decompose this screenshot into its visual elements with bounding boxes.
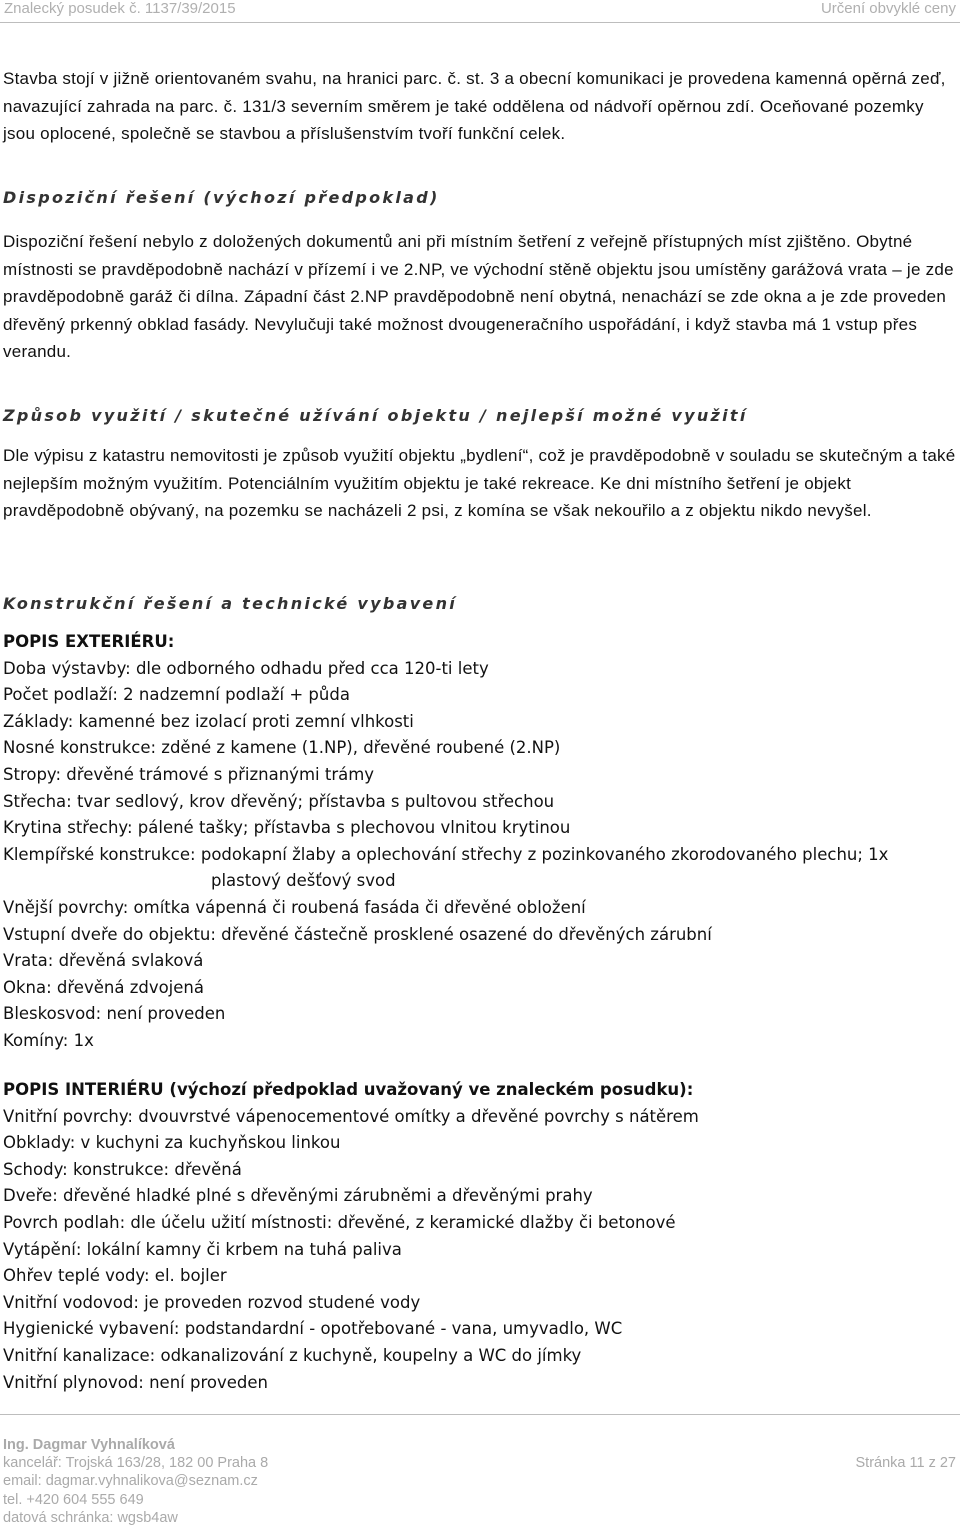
interior-list — [3, 1077, 958, 1396]
list-item-continuation: plastový dešťový svod — [211, 871, 396, 891]
list-item: Hygienické vybavení: podstandardní - opotřebované - vana, umyvadlo, WC — [3, 1319, 623, 1339]
intro-paragraph: Stavba stojí v jižně orientovaném svahu, na hranici parc. č. st. 3 a obecní komunikaci je provedena kamenná opěrná zeď, navazující zahrada na parc. č. 131/3 severním směrem je také oddělena od nádvoří opěrnou zdí. Oceňované pozemky jsou oplocené, společně se stavbou a příslušenstvím tvoří funkční celek. — [3, 69, 946, 143]
author-phone: tel. +420 604 555 649 — [3, 1492, 144, 1508]
list-item: Vrata: dřevěná svlaková — [3, 951, 204, 971]
page-header — [0, 0, 960, 23]
list-item: Vnitřní vodovod: je proveden rozvod studené vody — [3, 1292, 421, 1312]
disposition-paragraph: Dispoziční řešení nebylo z doložených dokumentů ani při místním šetření z veřejně přístupných míst zjištěno. Obytné místnosti se pravděpodobně nachází v přízemí i ve 2.NP, ve východní stěně objektu jsou umístěny garážová vrata – je zde pravděpodobně garáž či dílna. Západní část 2.NP pravděpodobně není obytná, nenachází se zde okna a je zde proveden dřevěný prkenný obklad fasády. Nevylučuji také možnost dvougeneračního uspořádání, i když stavba má 1 vstup přes verandu. — [3, 232, 954, 361]
list-item: Doba výstavby: dle odborného odhadu před cca 120-ti lety — [3, 658, 489, 678]
list-item: Vytápění: lokální kamny či krbem na tuhá paliva — [3, 1239, 402, 1259]
list-item: Klempířské konstrukce: podokapní žlaby a oplechování střechy z pozinkovaného zkorodovaného plechu; 1x — [3, 844, 889, 864]
list-item: Bleskosvod: není proveden — [3, 1004, 226, 1024]
list-item: Krytina střechy: pálené tašky; přístavba s plechovou vlnitou krytinou — [3, 818, 571, 838]
list-item: Počet podlaží: 2 nadzemní podlaží + půda — [3, 685, 350, 705]
header-document-type: Určení obvyklé ceny — [820, 0, 956, 17]
exterior-heading: POPIS EXTERIÉRU: — [3, 632, 175, 651]
list-item: Vstupní dveře do objektu: dřevěné částečně prosklené osazené do dřevěných zárubní — [3, 924, 712, 944]
list-item: Nosné konstrukce: zděné z kamene (1.NP), dřevěné roubené (2.NP) — [3, 738, 561, 758]
list-item: Střecha: tvar sedlový, krov dřevěný; přístavba s pultovou střechou — [3, 791, 555, 811]
section-title-disposition: Dispoziční řešení (výchozí předpoklad) — [3, 188, 440, 207]
list-item: Stropy: dřevěné trámové s přiznanými trámy — [3, 764, 375, 784]
list-item: Obklady: v kuchyni za kuchyňskou linkou — [3, 1133, 341, 1153]
list-item: Základy: kamenné bez izolací proti zemní vlhkosti — [3, 711, 414, 731]
list-item: Komíny: 1x — [3, 1030, 94, 1050]
list-item: Ohřev teplé vody: el. bojler — [3, 1266, 227, 1286]
section-title-construction: Konstrukční řešení a technické vybavení — [3, 594, 458, 613]
author-office: kancelář: Trojská 163/28, 182 00 Praha 8 — [3, 1455, 269, 1471]
list-item: Vnější povrchy: omítka vápenná či roubená fasáda či dřevěné obložení — [3, 897, 586, 917]
list-item: Okna: dřevěná zdvojená — [3, 977, 204, 997]
list-item: Vnitřní povrchy: dvouvrstvé vápenocementové omítky a dřevěné povrchy s nátěrem — [3, 1106, 699, 1126]
header-document-number: Znalecký posudek č. 1137/39/2015 — [4, 0, 236, 17]
list-item: Dveře: dřevěné hladké plné s dřevěnými zárubněmi a dřevěnými prahy — [3, 1186, 593, 1206]
author-name: Ing. Dagmar Vyhnalíková — [3, 1437, 175, 1453]
exterior-list — [3, 629, 958, 1055]
author-email: email: dagmar.vyhnalikova@seznam.cz — [3, 1473, 258, 1489]
list-item: Schody: konstrukce: dřevěná — [3, 1159, 242, 1179]
list-item: Vnitřní kanalizace: odkanalizování z kuchyně, koupelny a WC do jímky — [3, 1345, 582, 1365]
author-databox: datová schránka: wgsb4aw — [3, 1510, 178, 1526]
interior-heading: POPIS INTERIÉRU (výchozí předpoklad uvažovaný ve znaleckém posudku): — [3, 1080, 694, 1099]
page-number: Stránka 11 z 27 — [855, 1455, 956, 1471]
page-footer — [0, 1414, 960, 1526]
section-title-usage: Způsob využití / skutečné užívání objektu / nejlepší možné využití — [3, 406, 748, 425]
list-item: Povrch podlah: dle účelu užití místnosti: dřevěné, z keramické dlažby či betonové — [3, 1212, 676, 1232]
usage-paragraph: Dle výpisu z katastru nemovitosti je způsob využití objektu „bydlení“, což je pravděpodobně v souladu se skutečným a také nejlepším možným využitím. Potenciálním využitím objektu je také rekreace. Ke dni místního šetření je objekt pravděpodobně obývaný, na pozemku se nacházeli 2 psi, z komína se však nekouřilo a z objektu nikdo nevyšel. — [3, 446, 956, 520]
list-item: Vnitřní plynovod: není proveden — [3, 1372, 268, 1392]
